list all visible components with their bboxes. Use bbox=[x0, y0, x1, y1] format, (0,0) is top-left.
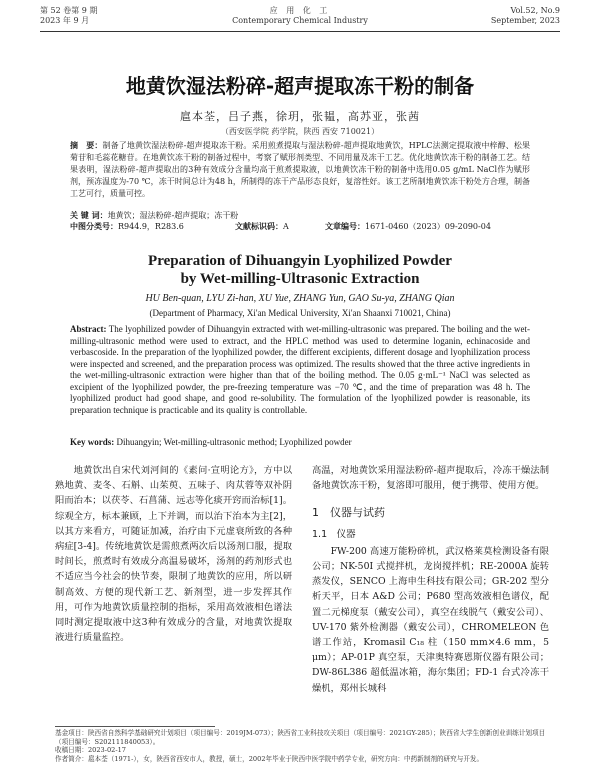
doc-value: A bbox=[283, 222, 289, 231]
journal-en: Contemporary Chemical Industry bbox=[232, 16, 368, 25]
footnote bbox=[55, 729, 550, 763]
doc-code bbox=[235, 221, 325, 232]
abstract-en bbox=[70, 324, 530, 416]
body-left-column bbox=[55, 463, 292, 645]
authors-en: HU Ben-quan, LYU Zi-han, XU Yue, ZHANG Yun, GAO Su-ya, ZHANG Qian bbox=[145, 293, 455, 304]
intro-paragraph: 地黄饮出自宋代刘河间的《素问·宣明论方》，方中以熟地黄、麦冬、石斛、山茱萸、五味子、肉苁蓉等双补阴阳而治本；以茯苓、石菖蒲、远志等化痰开窍而治标[1]。综观全方，标本兼顾，上下并调，而以治下治本为主[2]，以其方来看方，可随证加减，治疗由下元虚衰所致的各种病症[3-4]。传统地黄饮是需煎煮两次后以汤剂口服，提取时间长，煎煮时有效成分高温易破坏，汤剂的药剂形式也不适应当今社会的快节奏，限制了地黄饮的应用，所以研制高效、方便的现代新工艺、新剂型，进一步发挥其作用，可作为地黄饮质量控制的指标，采用高效液相色谱法同时测定提取液中这3种有效成分的含量，对地黄饮提取液进行质量监控。 bbox=[55, 465, 292, 644]
keywords-en-text: Dihuangyin; Wet-milling-ultrasonic method; Lyophilized powder bbox=[116, 437, 352, 447]
header-right bbox=[491, 6, 560, 26]
title-en-line2: by Wet-milling-Ultrasonic Extraction bbox=[180, 271, 420, 287]
doc-label: 文献标识码： bbox=[235, 221, 283, 231]
clc-value: R944.9，R283.6 bbox=[118, 222, 184, 231]
authors-cn: 扈本荃，吕子燕，徐玥，张韫，高苏亚，张茜 bbox=[180, 110, 420, 123]
header-rule bbox=[40, 31, 560, 32]
title-en bbox=[0, 252, 600, 288]
body-right-column bbox=[312, 463, 549, 696]
journal-cn: 应 用 化 工 bbox=[269, 6, 331, 15]
keywords-cn-label: 关 键 词： bbox=[70, 210, 108, 220]
section-1-heading: 1 仪器与试药 bbox=[312, 506, 385, 520]
instruments-paragraph: FW-200 高速万能粉碎机，武汉格莱莫检测设备有限公司；NK-50I 式搅拌机，龙岗搅拌机；RE-2000A 旋转蒸发仪，SENCO 上海申生科技有限公司；GR-202 型分析天平，日本 A&D 公司；P680 型高效液相色谱仪，配置二元梯度泵（戴安公司），真空在线脱气（戴安公司）、UV-170 紫外检测器（戴安公司），CHROMELEON 色谱工作站，Kromasil C₁₈ 柱（150 mm×4.6 mm，5 μm）；AP-01P 真空泵，天津奥特赛恩斯仪器有限公司；DW-86L386 超低温冰箱，海尔集团；FD-1 台式冷冻干燥机，郑州长城科 bbox=[312, 545, 549, 694]
keywords-cn-text: 地黄饮；湿法粉碎-超声提取；冻干粉 bbox=[107, 211, 239, 220]
article-value: 1671-0460（2023）09-2090-04 bbox=[365, 222, 491, 231]
footnote-rule bbox=[55, 726, 215, 727]
affiliation-cn: （西安医学院 药学院，陕西 西安 710021） bbox=[220, 127, 380, 136]
clc-label: 中图分类号： bbox=[70, 221, 118, 231]
volume-cn: 第 52 卷第 9 期 bbox=[40, 6, 98, 15]
abstract-cn bbox=[70, 140, 530, 200]
footnote-received: 收稿日期：2023-02-17 bbox=[55, 746, 126, 755]
meta-cn bbox=[70, 210, 530, 232]
abstract-en-label: Abstract: bbox=[70, 324, 107, 334]
header-center bbox=[40, 6, 560, 26]
intro-continued: 高温，对地黄饮采用湿法粉碎-超声提取后，冷冻干燥法制备地黄饮冻干粉，复溶即可服用，便于携带、使用方便。 bbox=[312, 465, 549, 492]
keywords-en bbox=[70, 437, 530, 447]
keywords-en-label: Key words: bbox=[70, 437, 115, 447]
clc bbox=[70, 221, 235, 232]
article-number bbox=[325, 221, 491, 232]
affiliation-en: (Department of Pharmacy, Xi'an Medical University, Xi'an Shaanxi 710021, China) bbox=[149, 308, 451, 318]
date-en: September, 2023 bbox=[490, 16, 560, 25]
footnote-funding: 基金项目：陕西省自然科学基础研究计划项目（项目编号：2019JM-073）；陕西省工业科技攻关项目（项目编号：2021GY-285）；陕西省大学生创新创业训练计划项目（项目编号：S202111840053）。 bbox=[55, 729, 546, 746]
article-label: 文章编号： bbox=[325, 221, 365, 231]
abstract-cn-label: 摘 要： bbox=[70, 141, 103, 150]
date-cn: 2023 年 9 月 bbox=[40, 16, 90, 25]
title-cn: 地黄饮湿法粉碎-超声提取冻干粉的制备 bbox=[125, 74, 475, 98]
footnote-author: 作者简介：扈本荃（1971-），女，陕西省西安市人，教授，硕士，2002年毕业于陕西中医学院中药学专业，研究方向：中药新制剂的研究与开发。 bbox=[55, 754, 484, 763]
abstract-cn-text: 制备了地黄饮湿法粉碎-超声提取冻干粉。采用煎煮提取与湿法粉碎-超声提取地黄饮，HPLC法测定提取液中梓醇、松果菊苷和毛蕊花糖苷。在地黄饮冻干粉的制备过程中，考察了赋形剂类型、不同用量及冻干工艺。优化地黄饮冻干粉的制备工艺。结果表明，湿法粉碎-超声提取出的3种有效成分含量均高于煎煮提取液，以地黄饮冻干粉的制备中选用0.05 g/mL NaCl作为赋形剂，预冻温度为-70 ℃，冻干时间总计为48 h，所制得的冻干产品形态良好，复溶性好。该工艺所制地黄饮冻干粉处方合理，制备工艺可行，质量可控。 bbox=[70, 141, 530, 198]
abstract-en-text: The lyophilized powder of Dihuangyin extracted with wet-milling-ultrasonic was prepared. The boiling and the wet-milling-ultrasonic method were used to extract, and the HPLC method was used to determine loganin, echinacoside and verbascoside. In the preparation of the lyophilized powder, the different excipients, different dosage and lyophilization process were inspected and screened, and the preparation process was optimized. The results showed that the three active ingredients in the wet-milling-ultrasonic extraction were higher than that of the boiling method. The 0.05 g·mL⁻¹ NaCl was selected as excipient of the lyophilized powder, the pre-freezing temperature was −70 ℃, and the time of preparation was 48 h. The lyophilized product had good shape, and good re-solubility. The formulation of the lyophilized powder is reasonable, its preparation technique is practicable and its quality is controllable. bbox=[70, 324, 530, 415]
title-en-line1: Preparation of Dihuangyin Lyophilized Powder bbox=[148, 253, 452, 269]
volume-en: Vol.52, No.9 bbox=[510, 6, 560, 15]
section-1-1-heading: 1.1 仪器 bbox=[312, 528, 356, 540]
classification-row bbox=[70, 221, 530, 232]
keywords-cn bbox=[70, 210, 530, 221]
